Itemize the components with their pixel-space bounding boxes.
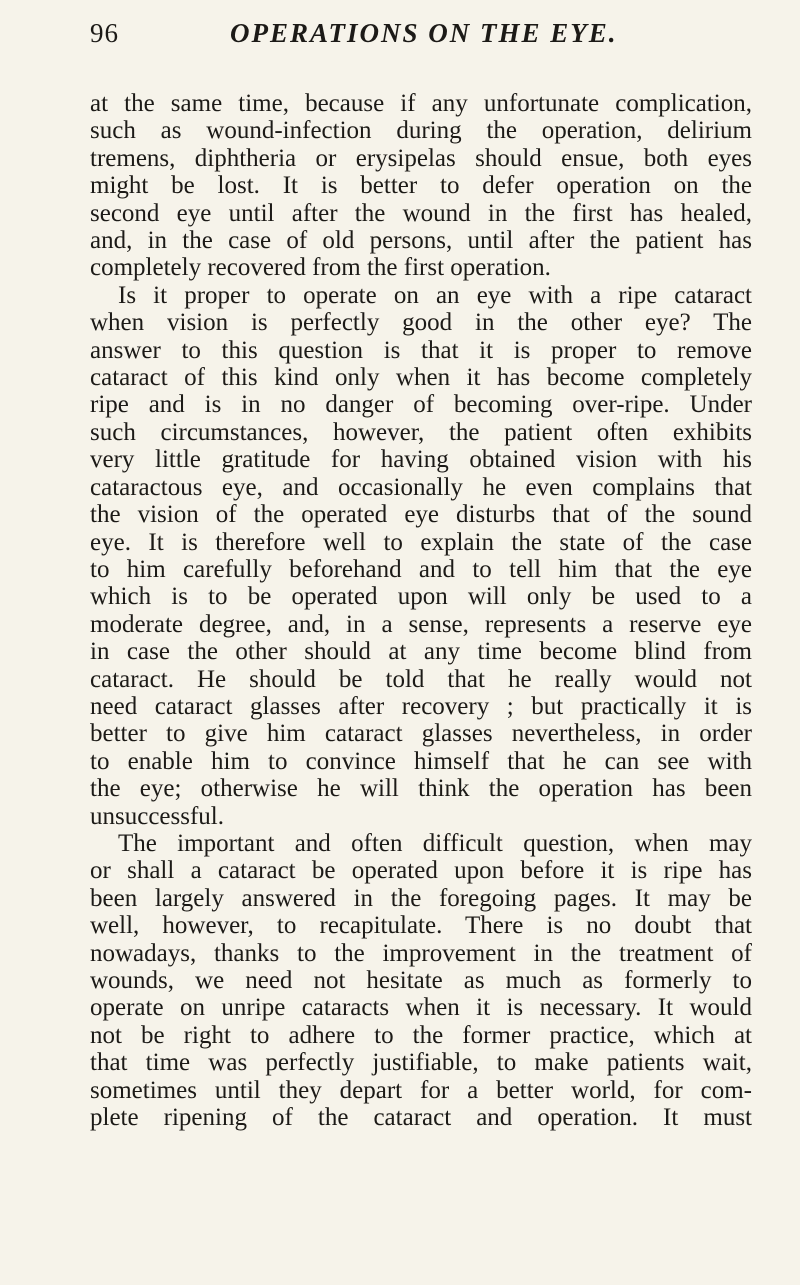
paragraph [90, 282, 752, 830]
text-line: at the same time, because if any unfortunate complication, [90, 90, 752, 117]
text-line: very little gratitude for having obtained vision with his [90, 446, 752, 474]
text-line: such as wound-infection during the operation, delirium [90, 117, 752, 145]
text-line: unsuccessful. [90, 802, 224, 830]
text-line: completely recovered from the first operation. [90, 254, 551, 282]
text-line: Is it proper to operate on an eye with a ripe cataract [118, 281, 752, 309]
text-line: and, in the case of old persons, until after the patient has [90, 227, 752, 255]
running-head [90, 18, 770, 58]
text-line: second eye until after the wound in the first has healed, [90, 199, 752, 227]
text-line: not be right to adhere to the former practice, which at [90, 1021, 752, 1049]
text-line: The important and often difficult question, when may [118, 829, 752, 857]
text-line: cataract. He should be told that he really would not [90, 665, 752, 693]
text-line: or shall a cataract be operated upon before it is ripe has [90, 857, 752, 885]
text-line: answer to this question is that it is proper to remove [90, 336, 752, 364]
text-line: in case the other should at any time become blind from [90, 638, 752, 666]
body-text [90, 90, 752, 1131]
page-number: 96 [90, 18, 119, 48]
text-line: when vision is perfectly good in the other eye? The [90, 309, 752, 337]
text-line: well, however, to recapitulate. There is no doubt that [90, 912, 752, 940]
text-line: the vision of the operated eye disturbs that of the sound [90, 501, 752, 529]
text-line: sometimes until they depart for a better world, for com- [90, 1076, 752, 1104]
text-line: need cataract glasses after recovery ; but practically it is [90, 692, 752, 720]
paragraph [90, 90, 752, 282]
text-line: to him carefully beforehand and to tell him that the eye [90, 555, 752, 583]
text-line: wounds, we need not hesitate as much as formerly to [90, 967, 752, 994]
text-line: ripe and is in no danger of becoming over-ripe. Under [90, 391, 752, 419]
text-line: eye. It is therefore well to explain the state of the case [90, 528, 752, 556]
text-line: better to give him cataract glasses nevertheless, in order [90, 720, 752, 748]
text-line: the eye; otherwise he will think the operation has been [90, 775, 752, 803]
text-line: plete ripening of the cataract and operation. It must [90, 1104, 752, 1132]
text-line: moderate degree, and, in a sense, represents a reserve eye [90, 610, 752, 638]
text-line: that time was perfectly justifiable, to make patients wait, [90, 1049, 752, 1077]
text-line: tremens, diphtheria or erysipelas should ensue, both eyes [90, 144, 752, 172]
text-line: nowadays, thanks to the improvement in the treatment of [90, 939, 752, 967]
text-line: operate on unripe cataracts when it is necessary. It would [90, 994, 752, 1022]
text-line: been largely answered in the foregoing pages. It may be [90, 884, 752, 912]
text-line: cataract of this kind only when it has become completely [90, 364, 752, 392]
text-line: might be lost. It is better to defer operation on the [90, 172, 752, 200]
running-title: OPERATIONS ON THE EYE. [230, 18, 618, 48]
paragraph [90, 830, 752, 1131]
text-line: such circumstances, however, the patient often exhibits [90, 418, 752, 446]
text-line: cataractous eye, and occasionally he even complains that [90, 473, 752, 501]
text-line: to enable him to convince himself that he can see with [90, 747, 752, 775]
text-line: which is to be operated upon will only be used to a [90, 583, 752, 611]
